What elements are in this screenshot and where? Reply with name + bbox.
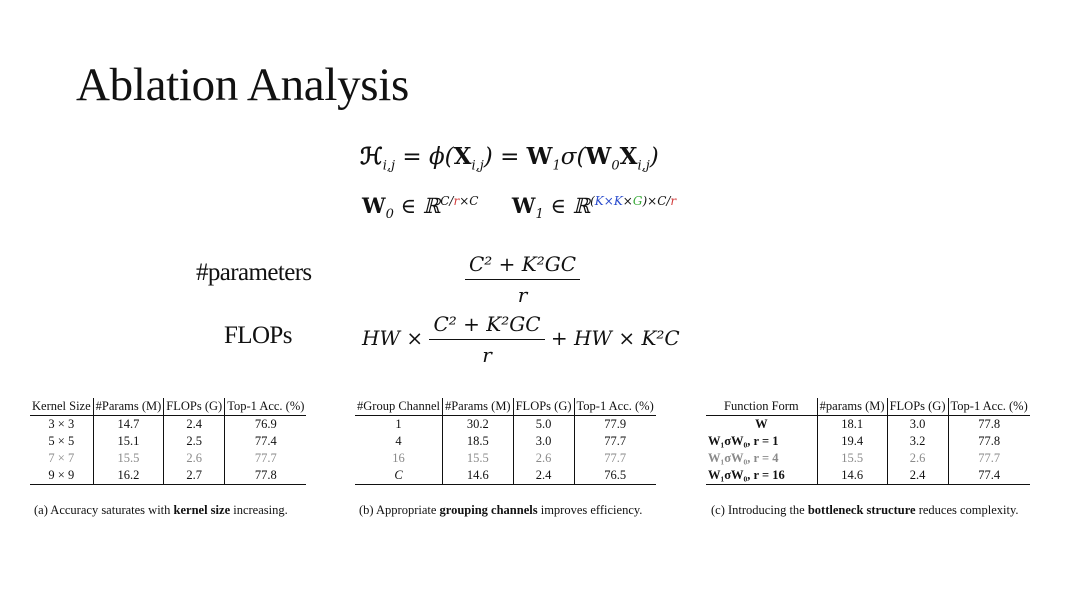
column-header: #params (M) <box>817 398 887 416</box>
flops-label: FLOPs <box>224 322 292 349</box>
table-caption: (c) Introducing the bottleneck structure reduces complexity. <box>711 503 1019 517</box>
params-label: #parameters <box>196 259 312 286</box>
column-header: Kernel Size <box>30 398 93 416</box>
column-header: FLOPs (G) <box>513 398 574 416</box>
column-header: Function Form <box>706 398 817 416</box>
table-row: W₁σW₀, r = 4 15.5 2.6 77.7 <box>706 450 1030 467</box>
slide-title: Ablation Analysis <box>76 59 410 111</box>
table-caption: (a) Accuracy saturates with kernel size increasing. <box>34 503 288 517</box>
table-function-form <box>706 398 1030 485</box>
table-row: 16 15.5 2.6 77.7 <box>355 450 656 467</box>
table-row: 4 18.5 3.0 77.7 <box>355 433 656 450</box>
table-row: W₁σW₀, r = 1 19.4 3.2 77.8 <box>706 433 1030 450</box>
table-row: C 14.6 2.4 76.5 <box>355 467 656 485</box>
equation-involution: ℋ$_{i,j}$ = $\phi(X_{i,j}) = W_1\sigma(W_0X_{i,j})$ <box>360 143 659 174</box>
table-row: 5 × 5 15.1 2.5 77.4 <box>30 433 306 450</box>
column-header: Top-1 Acc. (%) <box>948 398 1030 416</box>
column-header: FLOPs (G) <box>887 398 948 416</box>
flops-formula: HW × $\frac{\text{C² + K²GC}}{r}$ + HW × K²C <box>362 312 680 367</box>
params-formula: $\frac{\text{C² + K²GC}}{r}$ <box>465 252 580 307</box>
table-kernel-size <box>30 398 306 485</box>
column-header: #Params (M) <box>442 398 513 416</box>
equation-weight-shapes: $W_0$ ∈ ℝ$^{C/r\times C}$ $W_1$ ∈ ℝ$^{(K\times K\times G)\times C/r}$ <box>362 193 677 223</box>
table-caption: (b) Appropriate grouping channels improves efficiency. <box>359 503 643 517</box>
column-header: #Group Channel <box>355 398 442 416</box>
table-row: 9 × 9 16.2 2.7 77.8 <box>30 467 306 485</box>
table-row: 7 × 7 15.5 2.6 77.7 <box>30 450 306 467</box>
column-header: FLOPs (G) <box>164 398 225 416</box>
table-row: W 18.1 3.0 77.8 <box>706 416 1030 434</box>
column-header: #Params (M) <box>93 398 164 416</box>
column-header: Top-1 Acc. (%) <box>225 398 307 416</box>
table-row: 1 30.2 5.0 77.9 <box>355 416 656 434</box>
table-row: W₁σW₀, r = 16 14.6 2.4 77.4 <box>706 467 1030 485</box>
table-row: 3 × 3 14.7 2.4 76.9 <box>30 416 306 434</box>
column-header: Top-1 Acc. (%) <box>574 398 656 416</box>
table-group-channel <box>355 398 656 485</box>
